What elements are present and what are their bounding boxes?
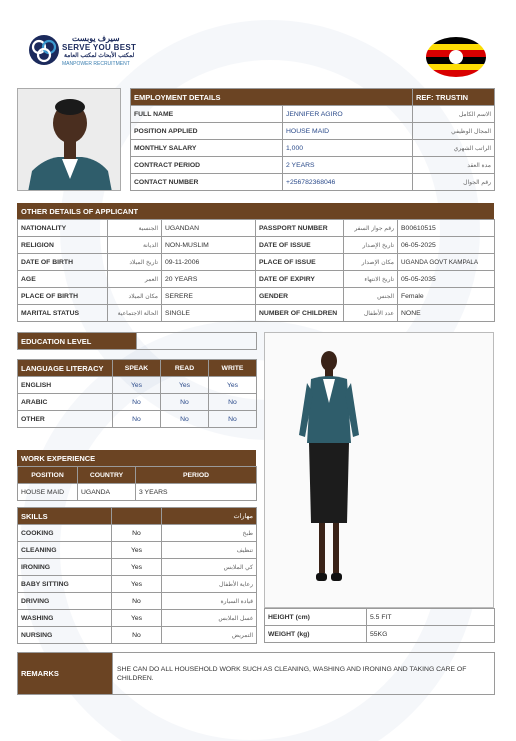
body-measurements-table (264, 608, 495, 643)
field-label-arabic: تاريخ الإصدار (344, 237, 398, 254)
write-column-header: WRITE (209, 360, 257, 377)
field-label: NUMBER OF CHILDREN (256, 305, 344, 322)
skill-value: No (112, 525, 162, 542)
date-of-birth-value: 09-11-2006 (162, 254, 256, 271)
skill-name: WASHING (18, 610, 112, 627)
logo-mark-icon (28, 34, 60, 66)
skills-header-spacer (112, 508, 162, 525)
field-label: PLACE OF ISSUE (256, 254, 344, 271)
applicant-photo (17, 88, 121, 191)
weight-label: WEIGHT (kg) (265, 626, 367, 643)
skill-value: Yes (112, 559, 162, 576)
field-label-arabic: الجنسية (108, 220, 162, 237)
speak-value: No (113, 411, 161, 428)
field-label-arabic: العمر (108, 271, 162, 288)
education-level-header: EDUCATION LEVEL (18, 333, 137, 350)
field-label-arabic: الديانة (108, 237, 162, 254)
skill-value: No (112, 593, 162, 610)
field-label: MONTHLY SALARY (131, 140, 283, 157)
position-column-header: POSITION (18, 467, 78, 484)
work-position-value: HOUSE MAID (18, 484, 78, 501)
height-label: HEIGHT (cm) (265, 609, 367, 626)
country-column-header: COUNTRY (78, 467, 136, 484)
date-of-issue-value: 06-05-2025 (398, 237, 495, 254)
number-of-children-value: NONE (398, 305, 495, 322)
skill-name: NURSING (18, 627, 112, 644)
age-value: 20 YEARS (162, 271, 256, 288)
language-literacy-header: LANGUAGE LITERACY (18, 360, 113, 377)
skill-row (18, 525, 257, 542)
field-label-arabic: الجنس (344, 288, 398, 305)
employment-row (131, 123, 495, 140)
field-label: CONTRACT PERIOD (131, 157, 283, 174)
field-label-arabic: مكان الإصدار (344, 254, 398, 271)
marital-status-value: SINGLE (162, 305, 256, 322)
skill-name: BABY SITTING (18, 576, 112, 593)
field-label-arabic: عدد الأطفال (344, 305, 398, 322)
other-details-header: OTHER DETAILS OF APPLICANT (17, 203, 494, 219)
contract-period-value: 2 YEARS (283, 157, 413, 174)
field-label-arabic: المجال الوظيفي (413, 123, 495, 140)
read-value: No (161, 394, 209, 411)
speak-value: Yes (113, 377, 161, 394)
language-literacy-table (17, 359, 257, 428)
salary-value: 1,000 (283, 140, 413, 157)
logo-arabic-name: سيرف يوبست (72, 34, 120, 43)
field-label: RELIGION (18, 237, 108, 254)
weight-value: 55KG (367, 626, 495, 643)
employment-row (131, 174, 495, 191)
skill-name-arabic: رعاية الأطفال (162, 576, 257, 593)
speak-value: No (113, 394, 161, 411)
company-logo (28, 34, 148, 70)
field-label-arabic: مكان الميلاد (108, 288, 162, 305)
other-details-row (18, 220, 495, 237)
place-of-issue-value: UGANDA GOVT KAMPALA (398, 254, 495, 271)
language-name: OTHER (18, 411, 113, 428)
field-label-arabic: تاريخ الانتهاء (344, 271, 398, 288)
language-row (18, 411, 257, 428)
field-label: NATIONALITY (18, 220, 108, 237)
education-level-value (137, 333, 257, 350)
field-label: POSITION APPLIED (131, 123, 283, 140)
skill-value: No (112, 627, 162, 644)
date-of-expiry-value: 05-05-2035 (398, 271, 495, 288)
position-value: HOUSE MAID (283, 123, 413, 140)
skill-row (18, 593, 257, 610)
skill-row (18, 542, 257, 559)
read-value: No (161, 411, 209, 428)
field-label: AGE (18, 271, 108, 288)
work-period-value: 3 YEARS (136, 484, 257, 501)
field-label-arabic: مدة العقد (413, 157, 495, 174)
skills-header-arabic: مهارات (162, 508, 257, 525)
other-details-row (18, 305, 495, 322)
applicant-full-photo (264, 332, 494, 608)
remarks-text: SHE CAN DO ALL HOUSEHOLD WORK SUCH AS CLEANING, WASHING AND IRONING AND TAKING CARE OF CHILDREN. (113, 653, 495, 695)
skill-value: Yes (112, 610, 162, 627)
remarks-table (17, 652, 495, 695)
other-details-row (18, 237, 495, 254)
field-label: DATE OF ISSUE (256, 237, 344, 254)
language-name: ARABIC (18, 394, 113, 411)
skill-name-arabic: تنظيف (162, 542, 257, 559)
write-value: No (209, 394, 257, 411)
religion-value: NON-MUSLIM (162, 237, 256, 254)
skill-row (18, 627, 257, 644)
skill-value: Yes (112, 542, 162, 559)
skill-row (18, 559, 257, 576)
read-value: Yes (161, 377, 209, 394)
field-label: CONTACT NUMBER (131, 174, 283, 191)
field-label: PLACE OF BIRTH (18, 288, 108, 305)
ref-label: REF: TRUSTIN (413, 89, 495, 106)
skills-header: SKILLS (18, 508, 112, 525)
logo-arabic-sub: لمكتب الأبحاث لمكتب العامة (64, 53, 135, 59)
field-label: MARITAL STATUS (18, 305, 108, 322)
skill-name: DRIVING (18, 593, 112, 610)
skill-value: Yes (112, 576, 162, 593)
field-label-arabic: الحالة الاجتماعية (108, 305, 162, 322)
other-details-table (17, 219, 495, 322)
work-experience-row (18, 484, 257, 501)
nationality-value: UGANDAN (162, 220, 256, 237)
height-value: 5.5 FIT (367, 609, 495, 626)
field-label: GENDER (256, 288, 344, 305)
language-name: ENGLISH (18, 377, 113, 394)
field-label-arabic: رقم الجوال (413, 174, 495, 191)
other-details-row (18, 288, 495, 305)
work-experience-table (17, 466, 257, 501)
employment-row (131, 157, 495, 174)
field-label: FULL NAME (131, 106, 283, 123)
contact-number-value: +256782368046 (283, 174, 413, 191)
field-label: DATE OF EXPIRY (256, 271, 344, 288)
skills-table (17, 507, 257, 644)
skill-row (18, 576, 257, 593)
employment-details-table (130, 88, 495, 191)
field-label-arabic: تاريخ الميلاد (108, 254, 162, 271)
work-experience-header: WORK EXPERIENCE (17, 450, 256, 466)
period-column-header: PERIOD (136, 467, 257, 484)
skill-name-arabic: التمريض (162, 627, 257, 644)
remarks-header: REMARKS (18, 653, 113, 695)
uganda-flag-icon (426, 37, 486, 77)
field-label-arabic: الاسم الكامل (413, 106, 495, 123)
skill-name-arabic: طبخ (162, 525, 257, 542)
gender-value: Female (398, 288, 495, 305)
skill-name: COOKING (18, 525, 112, 542)
skill-name: CLEANING (18, 542, 112, 559)
logo-name: SERVE YOU BEST (62, 43, 137, 52)
work-country-value: UGANDA (78, 484, 136, 501)
weight-row (265, 626, 495, 643)
other-details-row (18, 271, 495, 288)
skill-name: IRONING (18, 559, 112, 576)
education-level-table (17, 332, 257, 350)
field-label-arabic: رقم جواز السفر (344, 220, 398, 237)
write-value: Yes (209, 377, 257, 394)
other-details-row (18, 254, 495, 271)
skill-name-arabic: قيادة السيارة (162, 593, 257, 610)
field-label-arabic: الراتب الشهري (413, 140, 495, 157)
read-column-header: READ (161, 360, 209, 377)
skill-row (18, 610, 257, 627)
logo-sub: MANPOWER RECRUITMENT (62, 61, 130, 67)
field-label: DATE OF BIRTH (18, 254, 108, 271)
language-row (18, 394, 257, 411)
field-label: PASSPORT NUMBER (256, 220, 344, 237)
language-row (18, 377, 257, 394)
employment-details-header: EMPLOYMENT DETAILS (131, 89, 413, 106)
place-of-birth-value: SERERE (162, 288, 256, 305)
height-row (265, 609, 495, 626)
write-value: No (209, 411, 257, 428)
full-name-value: JENNIFER AGIRO (283, 106, 413, 123)
employment-row (131, 106, 495, 123)
skill-name-arabic: كي الملابس (162, 559, 257, 576)
speak-column-header: SPEAK (113, 360, 161, 377)
employment-row (131, 140, 495, 157)
passport-number-value: B00610515 (398, 220, 495, 237)
skill-name-arabic: غسل الملابس (162, 610, 257, 627)
